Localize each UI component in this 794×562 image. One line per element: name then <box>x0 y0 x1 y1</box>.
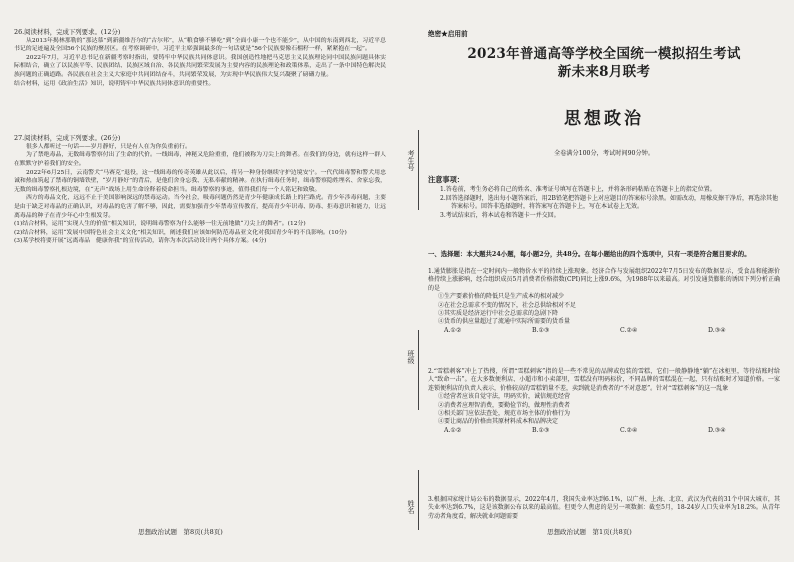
q1-stem: 1.通货膨胀是指在一定时间内一般物价水平的持续上涨现象。经济合作与发展组织2022年7月5日发布的数据显示，受食品和能源价格持续上涨影响，经合组织成员5月消费者价格指数(CPI)同比上涨9.6%，为1988年以来最高。对引发通货膨胀的诱因下列分析正确的是 <box>428 268 780 292</box>
binding-line <box>418 470 419 530</box>
q2-statement: ④要让商品的价格由其原材料成本和品牌决定 <box>438 418 559 426</box>
q1-choice-a: A.①② <box>444 326 462 334</box>
question-26-heading: 26.阅读材料，完成下列要求。(12分) <box>14 28 121 36</box>
left-page-footer: 思想政治试题 第8页(共8页) <box>138 528 223 536</box>
question-1 <box>428 268 780 335</box>
subject-title: 思想政治 <box>564 109 644 129</box>
right-page-footer: 思想政治试题 第1页(共8页) <box>547 528 632 536</box>
q1-statement: ④货币的供应量超过了流通中实际所需要的货币量 <box>438 318 571 326</box>
q27-paragraph: 西方的毒品文化，远远不止于美国影响深远的禁毒运动。当今社会，吸毒问题仍然是青少年健康成长路上的拦路虎。青少年涉毒问题，主要是由于缺乏对毒品的正确认识，对毒品的危害了解不够，因此，需要加强青少年禁毒宣传教育，提高青少年识毒、防毒、拒毒意识和能力，让远离毒品的种子在青少年心中生根发芽。 <box>14 195 386 219</box>
notice-list <box>440 186 780 220</box>
q1-choices <box>428 327 780 336</box>
q27-sub-question-2: (2)结合材料，运用“发展中国特色社会主义文化”相关知识，阐述我们应该如何防范毒品亚文化对我国青少年的不良影响。(10分) <box>14 229 347 236</box>
q2-choice-c: C.②④ <box>620 426 638 434</box>
confidential-mark: 绝密★启用前 <box>428 30 468 38</box>
q26-prompt: 结合材料，运用《政治生活》知识，说明铸牢中华民族共同体意识的重要性。 <box>14 80 215 87</box>
q3-stem: 3.根据国家统计局公布的数据显示，2022年4月，我国失业率达到6.1%，以广州、上海、北京、武汉为代表的31个中国大城市，其失业率达到6.7%，这是该数据公布以来的最高值。但更令人焦虑的是另一项数据：截至5月，18-24岁人口失业率为18.2%。从青年劳动者角度看，解决就业问题需要 <box>428 496 780 520</box>
q1-choice-d: D.③④ <box>708 326 726 334</box>
q2-statement: ③相关部门应依法查处，规范市场主体的价格行为 <box>438 410 571 418</box>
q2-choice-a: A.①② <box>444 426 462 434</box>
q27-sub-question-1: (1)结合材料，运用“实现人生的价值”相关知识，说明缉毒警察为什么能够一往无前地做“刀尖上的舞者”。(12分) <box>14 221 306 228</box>
exam-title: 2023年普通高等学校全国统一模拟招生考试 <box>467 46 741 62</box>
q1-statement: ③其实质是经济运行中社会总需求的急剧下降 <box>438 310 559 318</box>
q2-stem: 2.“雪糕刺客”冲上了热搜，所谓“雪糕刺客”指的是一些不常见的品牌或包装的雪糕，它们一般静静地“躺”在冰柜里，等待结账时给人“致命一击”。在大多数便利店、小超市和小卖部里，雪糕没有明码标价，不同品牌的雪糕混在一起，只有结账时才知道价格。一家连锁便利店的负责人表示，价格较高的雪糕销量不差，卖到就是消费者的“不对意愿”。针对“雪糕刺客”的这一乱象 <box>428 368 780 392</box>
binding-line <box>418 330 419 410</box>
right-page <box>428 28 780 528</box>
notice-heading: 注意事项： <box>428 175 464 184</box>
q26-paragraph: 从2013年揭林那勒的“那达慕”到新疆维吾尔的“古尔邦”，从“粮食够不够吃”到“全面小康一个也不能少”，从中国的东南到西北，习近平总书记的足迹遍及全国56个民族的聚居区。在考察调研中，习近平主席强调最多的一句话就是“56个民族要像石榴籽一样，紧紧抱在一起”。 <box>14 37 386 53</box>
q1-choice-b: B.①③ <box>532 326 550 334</box>
q2-statement: ①经营者应该自觉守法，明码实价，诚信规范经营 <box>438 393 571 401</box>
binding-label-class: 班级 <box>407 350 415 364</box>
q26-paragraph: 2022年7月，习近平总书记在新疆考察时指出，要铸牢中华民族共同体意识。我国创造性地把马克思主义民族理论同中国民族问题具体实际相结合，确立了以民族平等、民族团结、民族区域自治、各民族共同繁荣发展为主要内容的民族理论和政策体系，走出了一条中国特色解决民族问题的正确道路。各民族在社会主义大家庭中共同团结奋斗，共同繁荣发展，为实现中华民族伟大复兴凝聚了磅礴力量。 <box>14 54 386 78</box>
q27-paragraph: 2022年6月25日，云南警犬“马赛克”退役，这一线缉毒的传奇英雄从此以后，将另一种身份继续守护边境安宁。一代代缉毒警和警犬用忠诚和热血筑起了禁毒的铜墙铁壁，“岁月静好”的背后，是他们舍身忘我、无私奉献的精神。在执行缉毒任务时，缉毒警察隐姓埋名、舍家忘我，无数的缉毒警察扎根边境，在“无声”战场上用生命诠释着使命担当。缉毒警察的事迹，值得我们每一个人铭记和致敬。 <box>14 169 386 193</box>
notice-item: 3.考试结束后，将本试卷和答题卡一并交回。 <box>440 211 560 219</box>
q1-choice-c: C.②④ <box>620 326 638 334</box>
q27-paragraph: 为了禁绝毒品，无数缉毒警察付出了生命的代价。一线缉毒，神秘又危险重重，他们被称为刀尖上的舞者。在我们的身边，就有这样一群人在默默守护着我们的安全。 <box>14 152 386 167</box>
q27-sub-question-3: (3)某学校将要开展“远离毒品 健康你我”的宣传活动，请你为本次活动设计两个具体方案。(4分) <box>14 238 267 245</box>
question-27-heading: 27.阅读材料，完成下列要求。(26分) <box>14 134 121 143</box>
q1-statement: ①生产要素价格的降低只是生产成本的相对减少 <box>438 293 565 301</box>
q2-statement: ②消费者应理智消费，要勤俭节约，做理性消费者 <box>438 401 571 409</box>
binding-line <box>418 130 419 210</box>
binding-strip <box>396 30 430 530</box>
q2-choices <box>428 427 780 436</box>
question-2 <box>428 368 780 435</box>
question-3 <box>428 496 780 521</box>
section-one-heading: 一、选择题：本大题共24小题，每小题2分，共48分。在每小题给出的四个选项中，只有一项是符合题目要求的。 <box>428 250 751 258</box>
q2-choice-d: D.③④ <box>708 426 726 434</box>
notice-item: 2.回答选择题时，选出每小题答案后，用2B铅笔把答题卡上对应题目的答案标号涂黑。如需改动，用橡皮擦干净后，再选涂其他答案标号。回答非选择题时，将答案写在答题卡上，写在本试卷上无效。 <box>440 194 778 211</box>
left-page <box>14 28 386 528</box>
binding-label-exam-number: 考生号 <box>407 150 415 171</box>
q27-paragraph: 很多人都听过一句话——岁月静好，只是有人在为你负重前行。 <box>26 143 191 150</box>
exam-subtitle: 新未来8月联考 <box>557 64 651 80</box>
q2-choice-b: B.①③ <box>532 426 550 434</box>
score-time-line: 全卷满分100分，考试时间90分钟。 <box>553 150 655 157</box>
binding-label-name: 姓名 <box>407 500 415 514</box>
notice-item: 1.答卷前，考生务必将自己的姓名、准考证号填写在答题卡上，并将条形码粘贴在答题卡上的指定位置。 <box>440 186 716 193</box>
q1-statement: ②在社会总需求不变的情况下，社会总供给相对不足 <box>438 301 577 309</box>
answer-space <box>14 88 386 134</box>
